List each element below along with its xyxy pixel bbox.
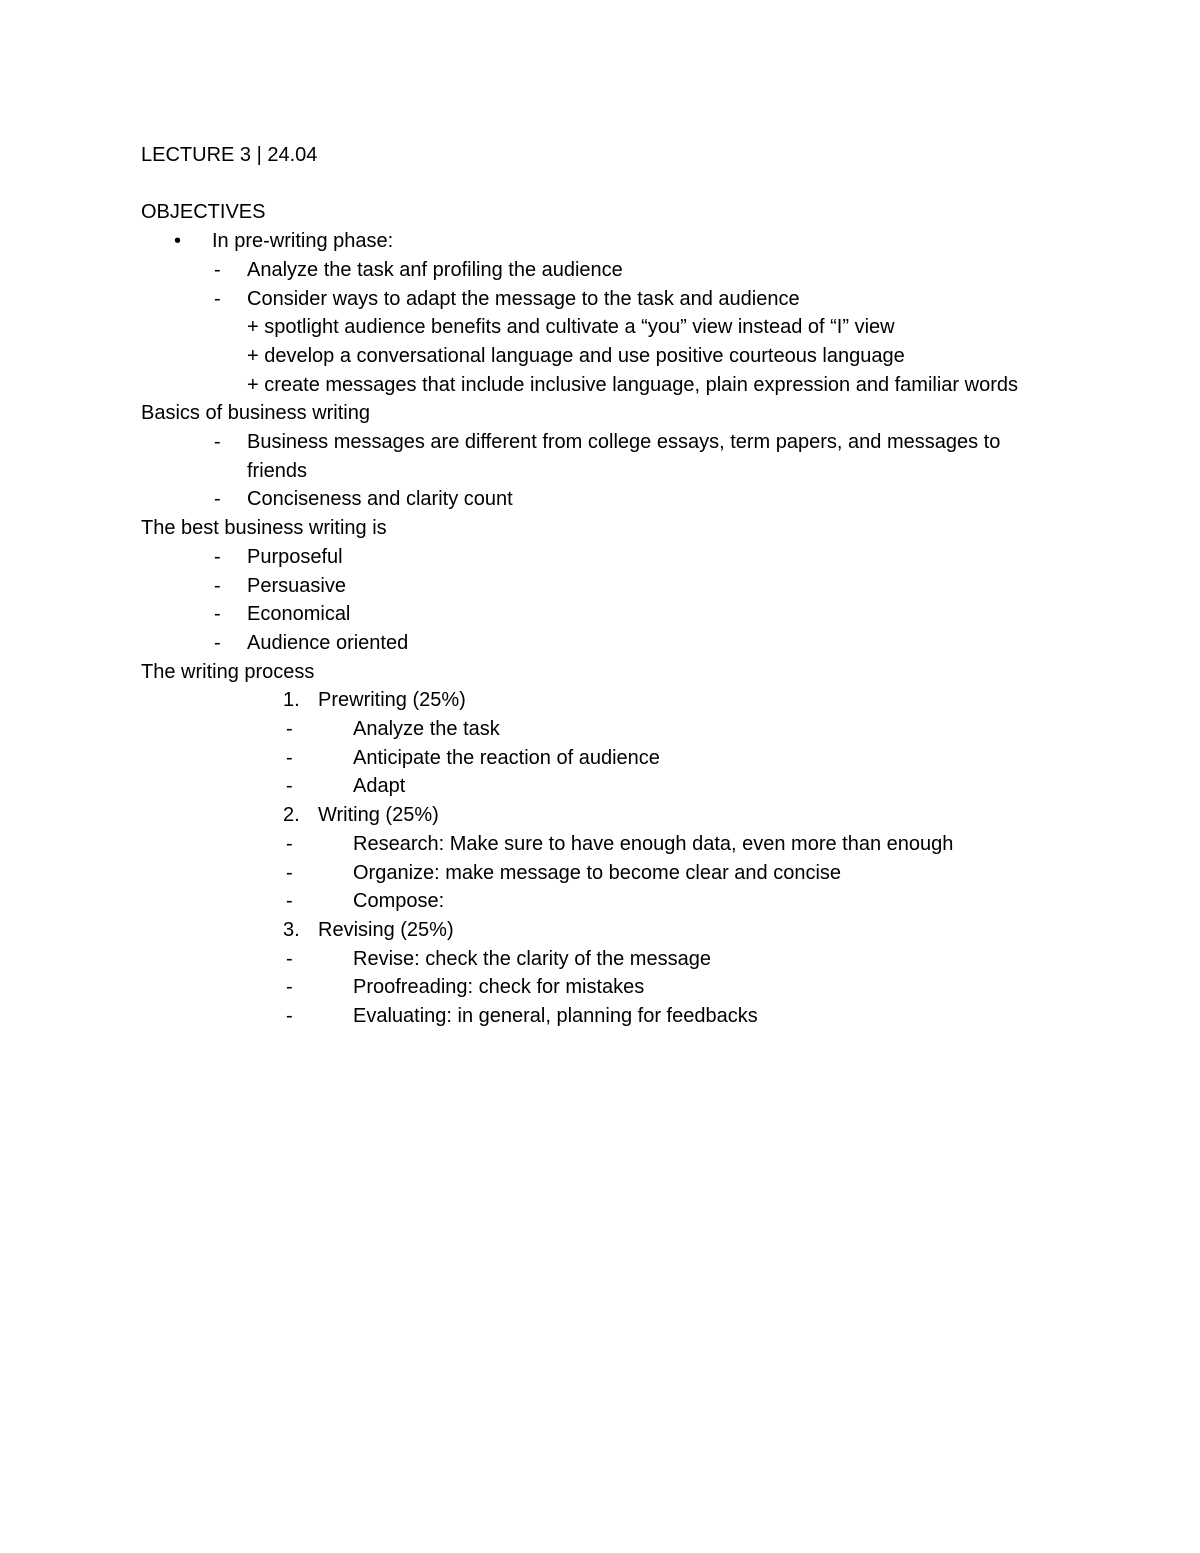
step-item-text: Organize: make message to become clear and concise xyxy=(353,861,842,884)
dash-item-text: Conciseness and clarity count xyxy=(247,488,513,511)
dash-marker: - xyxy=(286,890,293,913)
dash-item-text: Analyze the task anf profiling the audience xyxy=(247,258,623,281)
process-step-item xyxy=(141,772,1061,801)
dash-marker: - xyxy=(286,1005,293,1028)
objectives-bullet-item xyxy=(141,227,1061,256)
objectives-plus-item: + spotlight audience benefits and cultivate a “you” view instead of “I” view xyxy=(247,316,895,339)
dash-item-text: Consider ways to adapt the message to the task and audience xyxy=(247,287,800,310)
process-step-item xyxy=(141,715,1061,744)
process-step xyxy=(141,686,1061,715)
step-item-text: Revise: check the clarity of the message xyxy=(353,947,711,970)
process-heading: The writing process xyxy=(141,660,315,683)
dash-item-text: Purposeful xyxy=(247,545,343,568)
bullet-marker: • xyxy=(174,230,182,253)
blank-line xyxy=(141,170,1061,199)
dash-item-text: Persuasive xyxy=(247,574,346,597)
basics-dash-item xyxy=(141,485,1061,514)
dash-marker: - xyxy=(286,976,293,999)
dash-marker: - xyxy=(214,258,221,281)
lecture-title: LECTURE 3 | 24.04 xyxy=(141,144,318,166)
dash-marker: - xyxy=(286,746,293,769)
step-label: Revising (25%) xyxy=(318,918,454,941)
objectives-dash-item xyxy=(141,256,1061,285)
document-body xyxy=(141,141,1061,1031)
dash-marker: - xyxy=(286,947,293,970)
best-dash-item xyxy=(141,629,1061,658)
process-step xyxy=(141,916,1061,945)
dash-marker: - xyxy=(214,603,221,626)
dash-marker: - xyxy=(214,631,221,654)
process-step-item xyxy=(141,1002,1061,1031)
dash-item-text: Business messages are different from college essays, term papers, and messages to friends xyxy=(247,431,1001,482)
bullet-label: In pre-writing phase: xyxy=(212,230,394,253)
dash-marker: - xyxy=(286,832,293,855)
step-item-text: Proofreading: check for mistakes xyxy=(353,976,645,999)
step-item-text: Compose: xyxy=(353,890,445,913)
best-dash-item xyxy=(141,543,1061,572)
step-number: 2. xyxy=(283,804,300,827)
dash-marker: - xyxy=(214,574,221,597)
basics-heading: Basics of business writing xyxy=(141,402,370,425)
dash-marker: - xyxy=(286,718,293,741)
basics-dash-item xyxy=(141,428,1061,485)
dash-marker: - xyxy=(214,488,221,511)
dash-marker: - xyxy=(286,861,293,884)
process-step-item xyxy=(141,859,1061,888)
step-label: Prewriting (25%) xyxy=(318,689,466,712)
step-label: Writing (25%) xyxy=(318,804,439,827)
step-item-text: Anticipate the reaction of audience xyxy=(353,746,660,769)
dash-marker: - xyxy=(286,775,293,798)
dash-item-text: Economical xyxy=(247,603,351,626)
objectives-heading: OBJECTIVES xyxy=(141,201,266,224)
process-step xyxy=(141,801,1061,830)
objectives-dash-item xyxy=(141,285,1061,314)
process-step-item xyxy=(141,973,1061,1002)
process-step-item xyxy=(141,830,1061,859)
step-item-text: Evaluating: in general, planning for feedbacks xyxy=(353,1005,758,1028)
best-dash-item xyxy=(141,572,1061,601)
process-step-item xyxy=(141,945,1061,974)
best-dash-item xyxy=(141,600,1061,629)
dash-marker: - xyxy=(214,287,221,310)
best-heading: The best business writing is xyxy=(141,517,387,540)
step-item-text: Analyze the task xyxy=(353,718,500,741)
process-step-item xyxy=(141,744,1061,773)
process-step-item xyxy=(141,887,1061,916)
step-number: 1. xyxy=(283,689,300,712)
step-item-text: Adapt xyxy=(353,775,406,798)
objectives-plus-item: + create messages that include inclusive language, plain expression and familiar words xyxy=(247,373,1018,396)
dash-item-text: Audience oriented xyxy=(247,631,409,654)
dash-marker: - xyxy=(214,431,221,454)
objectives-plus-item: + develop a conversational language and use positive courteous language xyxy=(247,344,905,367)
step-item-text: Research: Make sure to have enough data, even more than enough xyxy=(353,832,954,855)
step-number: 3. xyxy=(283,918,300,941)
dash-marker: - xyxy=(214,545,221,568)
